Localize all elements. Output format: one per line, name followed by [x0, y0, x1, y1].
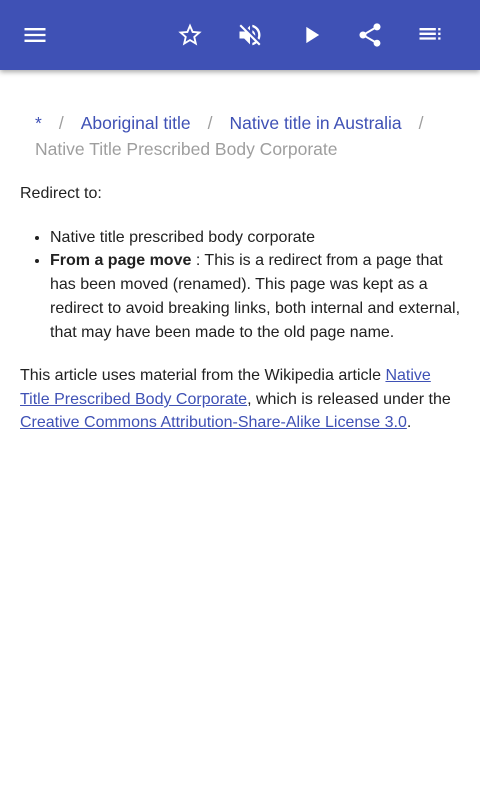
play-icon	[297, 21, 325, 49]
app-bar	[0, 0, 480, 70]
list-icon	[416, 21, 444, 49]
breadcrumb-link-aboriginal-title[interactable]: Aboriginal title	[80, 113, 191, 133]
list-item	[50, 226, 460, 250]
breadcrumb-link-native-title-in-australia[interactable]: Native title in Australia	[229, 113, 402, 133]
menu-button[interactable]	[10, 10, 60, 60]
breadcrumb-current: Native Title Prescribed Body Corporate	[35, 139, 338, 159]
share-button[interactable]	[345, 10, 395, 60]
page-move-label: From a page move	[50, 252, 192, 270]
attribution-prefix: This article uses material from the Wikipedia article	[20, 367, 386, 385]
star-outline-icon	[176, 21, 204, 49]
redirect-label: Redirect to:	[20, 185, 102, 202]
list-item	[50, 249, 460, 344]
redirect-list	[20, 226, 460, 345]
breadcrumb-link-root[interactable]: *	[35, 113, 42, 133]
wikipedia-article-link[interactable]: Native Title Prescribed Body Corporate	[20, 367, 431, 408]
license-link[interactable]: Creative Commons Attribution-Share-Alike License 3.0	[20, 414, 407, 432]
breadcrumb-separator: /	[58, 113, 64, 133]
attribution-middle: , which is released under the	[247, 390, 451, 408]
article-content	[20, 110, 460, 435]
share-icon	[356, 21, 384, 49]
breadcrumb-separator: /	[418, 113, 424, 133]
redirect-target: Native title prescribed body corporate	[50, 228, 316, 246]
menu-icon	[21, 21, 49, 49]
page-move-description: : This is a redirect from a page that has been moved (renamed). This page was kept as a redirect to avoid breaking links, both internal and external, that may have been made to the old page name.	[50, 252, 461, 341]
contents-button[interactable]	[405, 10, 455, 60]
attribution-text	[20, 364, 460, 435]
attribution-suffix: .	[406, 414, 412, 432]
mute-button[interactable]	[225, 10, 275, 60]
favorite-button[interactable]	[165, 10, 215, 60]
play-button[interactable]	[286, 10, 336, 60]
breadcrumb	[35, 110, 460, 162]
breadcrumb-separator: /	[207, 113, 213, 133]
volume-off-icon	[236, 21, 264, 49]
